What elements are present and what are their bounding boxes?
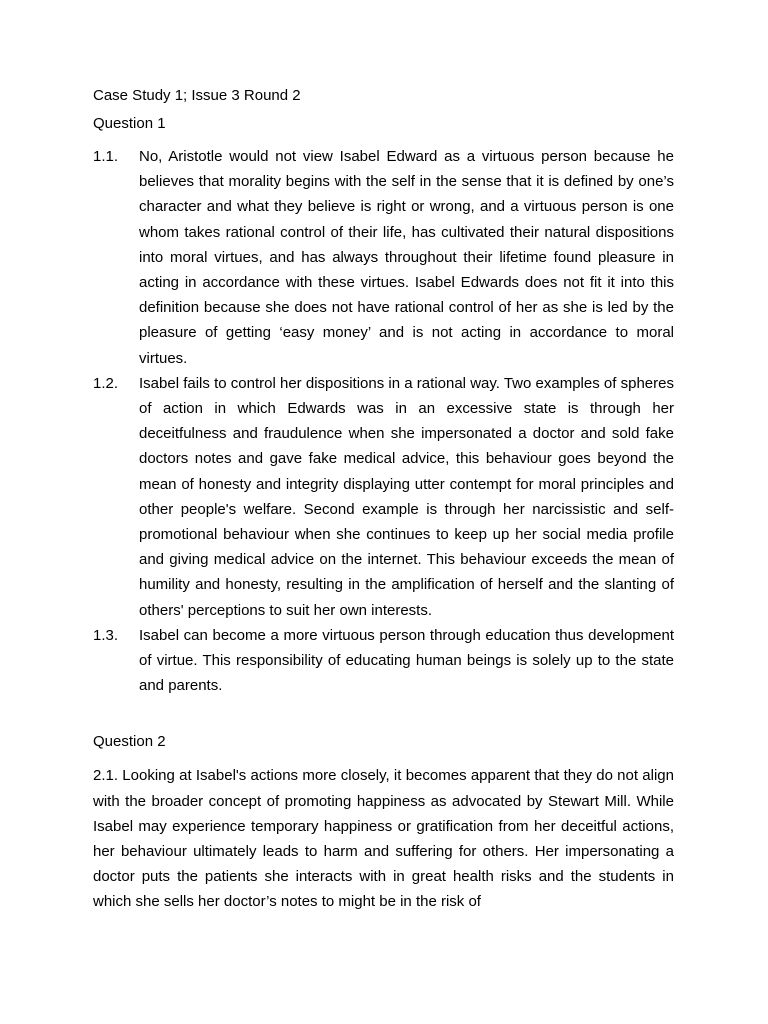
list-item-text: No, Aristotle would not view Isabel Edward as a virtuous person because he believes that morality begins with the self in the sense that it is defined by one’s character and what they believe is right or wrong, and a virtuous person is one whom takes rational control of their life, has cultivated their natural dispositions into moral virtues, and has always throughout their lifetime found pleasure in acting in accordance with these virtues. Isabel Edwards does not fit it into this definition because she does not have rational control of her as she is led by the pleasure of getting ‘easy money’ and is not acting in accordance to moral virtues. — [139, 148, 674, 367]
list-item-1-2 — [93, 371, 674, 623]
list-item-text: Isabel fails to control her dispositions in a rational way. Two examples of spheres of action in which Edwards was in an excessive state is through her deceitfulness and fraudulence when she impersonated a doctor and sold fake doctors notes and gave fake medical advice, this behaviour goes beyond the mean of honesty and integrity displaying utter contempt for moral principles and other people's welfare. Second example is through her narcissistic and self-promotional behaviour when she continues to keep up her social media profile and giving medical advice on the internet. This behaviour exceeds the mean of humility and honesty, resulting in the amplification of herself and the slanting of others' perceptions to suit her own interests. — [139, 374, 674, 619]
question-2-paragraph: 2.1. Looking at Isabel's actions more closely, it becomes apparent that they do not align with the broader concept of promoting happiness as advocated by Stewart Mill. While Isabel may experience temporary happiness or gratification from her deceitful actions, her behaviour ultimately leads to harm and suffering for others. Her impersonating a doctor puts the patients she interacts with in great health risks and the students in which she sells her doctor’s notes to might be in the risk of — [93, 767, 674, 911]
list-item-number: 1.1. — [93, 148, 119, 165]
document-title: Case Study 1; Issue 3 Round 2 — [93, 87, 301, 104]
list-item-text: Isabel can become a more virtuous person through education thus development of virtue. This responsibility of educating human beings is solely up to the state and parents. — [139, 626, 674, 695]
list-item-number: 1.3. — [93, 626, 119, 644]
document-body — [93, 85, 674, 915]
section-spacer — [93, 698, 674, 731]
list-item-1-3 — [93, 623, 674, 699]
question-2-heading: Question 2 — [93, 733, 166, 751]
list-item-number: 1.2. — [93, 374, 119, 392]
list-item-1-1 — [93, 144, 674, 371]
question-1-heading: Question 1 — [93, 115, 166, 132]
